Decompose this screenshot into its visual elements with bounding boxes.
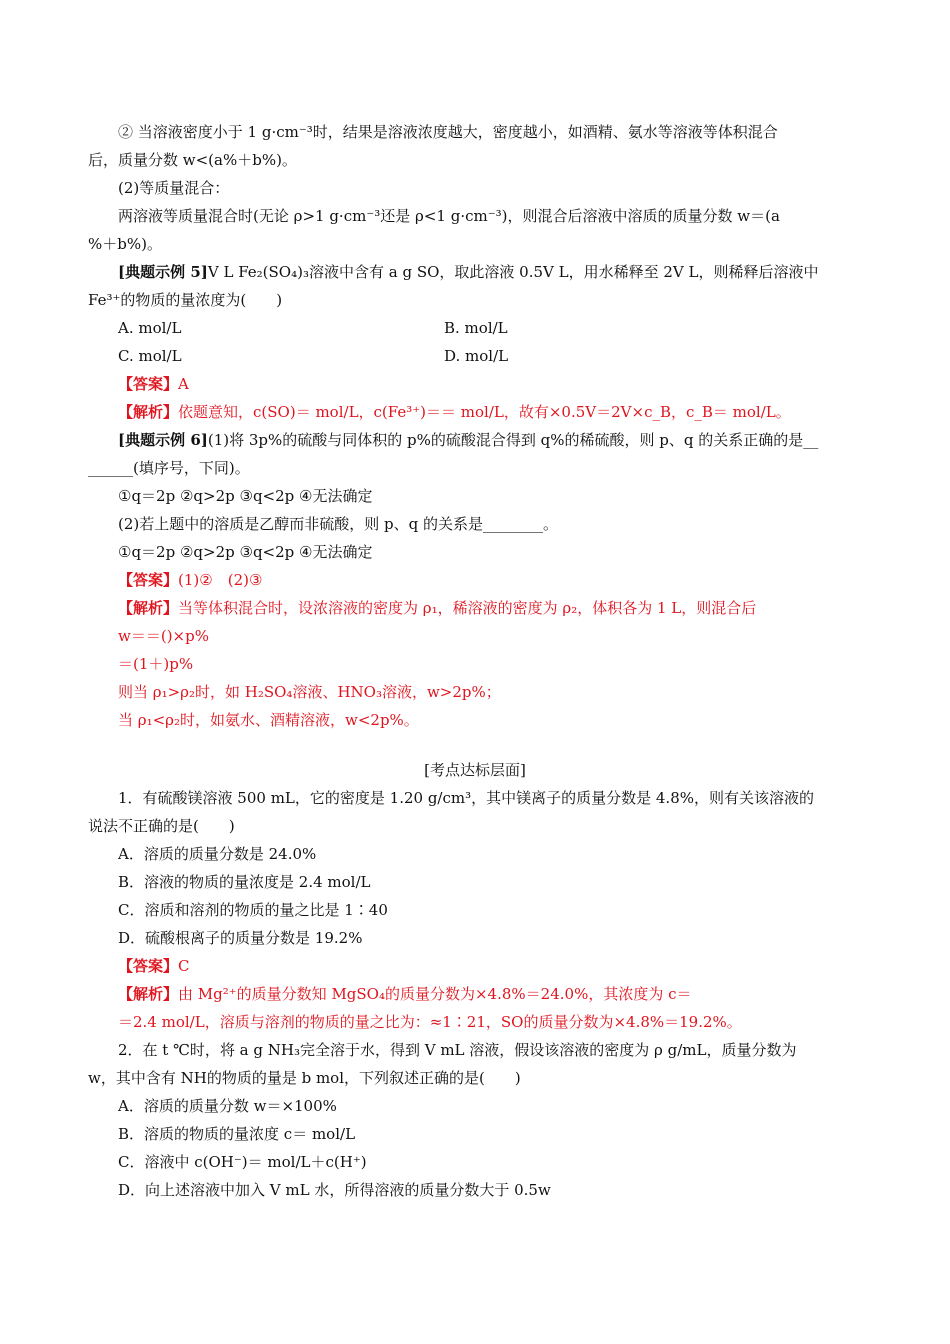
example6-choices-1: ①q＝2p ②q>2p ③q<2p ④无法确定 — [118, 487, 373, 505]
analysis-line: ＝(1＋)p% — [118, 655, 194, 673]
q1-analysis — [118, 984, 692, 1004]
option-c: C. mol/L — [118, 347, 182, 365]
example6-stem-cont: ______(填序号，下同)。 — [88, 459, 250, 477]
example6-question-2: (2)若上题中的溶质是乙醇而非硫酸，则 p、q 的关系是________。 — [118, 515, 558, 533]
answer-value: (1)② (2)③ — [178, 571, 263, 589]
answer-tag: 【答案】 — [118, 571, 179, 589]
q2-option-c: C．溶液中 c(OH⁻)＝ mol/L＋c(H⁺) — [118, 1153, 367, 1171]
analysis-tag: 【解析】 — [118, 985, 179, 1003]
analysis-tag: 【解析】 — [118, 599, 179, 617]
section-title: [考点达标层面] — [424, 761, 526, 779]
example5-analysis — [118, 402, 791, 422]
analysis-text: 依题意知，c(SO)＝ mol/L，c(Fe³⁺)＝＝ mol/L，故有×0.5V＝2V×c_B，c_B＝ mol/L。 — [178, 403, 791, 421]
option-a: A. mol/L — [118, 319, 182, 337]
paragraph-line: 两溶液等质量混合时(无论 ρ>1 g·cm⁻³还是 ρ<1 g·cm⁻³)，则混合后溶液中溶质的质量分数 w＝(a — [118, 207, 780, 225]
q1-stem: 1．有硫酸镁溶液 500 mL，它的密度是 1.20 g/cm³，其中镁离子的质量分数是 4.8%，则有关该溶液的 — [118, 789, 815, 807]
paragraph-line: ② 当溶液密度小于 1 g·cm⁻³时，结果是溶液浓度越大，密度越小，如酒精、氨水等溶液等体积混合 — [118, 123, 778, 141]
example6-choices-2: ①q＝2p ②q>2p ③q<2p ④无法确定 — [118, 543, 373, 561]
example6-text: (1)将 3p%的硫酸与同体积的 p%的硫酸混合得到 q%的稀硫酸，则 p、q 的关系正确的是__ — [207, 431, 819, 449]
paragraph-line: (2)等质量混合： — [118, 179, 230, 197]
answer-value: C — [178, 957, 190, 975]
analysis-tag: 【解析】 — [118, 403, 179, 421]
q1-option-b: B．溶液的物质的量浓度是 2.4 mol/L — [118, 873, 371, 891]
q2-stem-cont: w，其中含有 NH的物质的量是 b mol，下列叙述正确的是( ) — [88, 1069, 521, 1087]
paragraph-line: 后，质量分数 w<(a%＋b%)。 — [88, 151, 297, 169]
example6-tag: [典题示例 6] — [118, 431, 208, 449]
example5-options-row1 — [118, 318, 508, 338]
analysis-text: 当等体积混合时，设浓溶液的密度为 ρ₁，稀溶液的密度为 ρ₂，体积各为 1 L，则混合后 — [178, 599, 757, 617]
example5-stem-cont: Fe³⁺的物质的量浓度为( ) — [88, 291, 283, 309]
q1-answer — [118, 956, 190, 976]
analysis-line: 则当 ρ₁>ρ₂时，如 H₂SO₄溶液、HNO₃溶液，w>2p%； — [118, 683, 501, 701]
example5-text: V L Fe₂(SO₄)₃溶液中含有 a g SO，取此溶液 0.5V L，用水稀释至 2V L，则稀释后溶液中 — [207, 263, 819, 281]
q1-option-a: A．溶质的质量分数是 24.0% — [118, 845, 317, 863]
example6-analysis — [118, 598, 756, 618]
analysis-text: 由 Mg²⁺的质量分数知 MgSO₄的质量分数为×4.8%＝24.0%，其浓度为 c＝ — [178, 985, 692, 1003]
answer-tag: 【答案】 — [118, 957, 179, 975]
option-b: B. mol/L — [444, 319, 508, 337]
answer-value: A — [178, 375, 189, 393]
analysis-line: w＝＝()×p% — [118, 627, 209, 645]
q2-option-b: B．溶质的物质的量浓度 c＝ mol/L — [118, 1125, 356, 1143]
q1-option-d: D．硫酸根离子的质量分数是 19.2% — [118, 929, 363, 947]
example5-answer — [118, 374, 189, 394]
answer-tag: 【答案】 — [118, 375, 179, 393]
example5-tag: [典题示例 5] — [118, 263, 208, 281]
q2-stem: 2．在 t ℃时，将 a g NH₃完全溶于水，得到 V mL 溶液，假设该溶液的密度为 ρ g/mL，质量分数为 — [118, 1041, 797, 1059]
q2-option-a: A．溶质的质量分数 w＝×100% — [118, 1097, 337, 1115]
analysis-line: ＝2.4 mol/L，溶质与溶剂的物质的量之比为：≈1∶21，SO的质量分数为×4.8%＝19.2%。 — [118, 1013, 742, 1031]
example6-stem — [118, 430, 818, 450]
paragraph-line: %＋b%)。 — [88, 235, 162, 253]
example5-stem — [118, 262, 818, 282]
q2-option-d: D．向上述溶液中加入 V mL 水，所得溶液的质量分数大于 0.5w — [118, 1181, 551, 1199]
option-d: D. mol/L — [444, 347, 509, 365]
q1-option-c: C．溶质和溶剂的物质的量之比是 1∶40 — [118, 901, 388, 919]
example6-answer — [118, 570, 262, 590]
example5-options-row2 — [118, 346, 509, 366]
analysis-line: 当 ρ₁<ρ₂时，如氨水、酒精溶液，w<2p%。 — [118, 711, 419, 729]
q1-stem-cont: 说法不正确的是( ) — [88, 817, 235, 835]
